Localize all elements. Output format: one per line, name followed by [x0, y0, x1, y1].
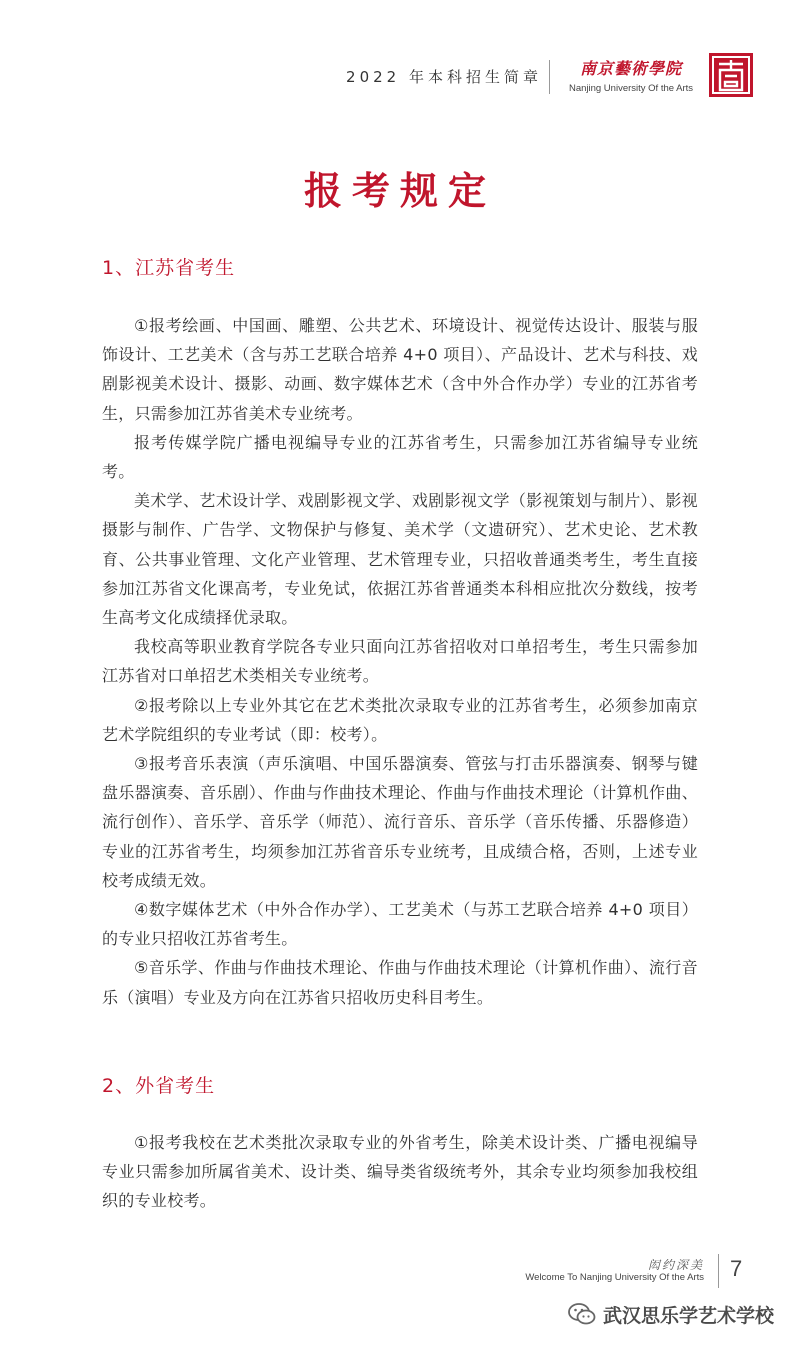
page-title: 报考规定: [303, 168, 496, 213]
welcome-line: Welcome To Nanjing University Of the Arts: [525, 1272, 704, 1283]
paragraph: ①报考绘画、中国画、雕塑、公共艺术、环境设计、视觉传达设计、服装与服饰设计、工艺美术（含与苏工艺联合培养 4+0 项目）、产品设计、艺术与科技、戏剧影视美术设计、摄影、动画、数字媒体艺术（含中外合作办学）专业的江苏省考生，只需参加江苏省美术专业统考。: [102, 316, 698, 423]
section-body-jiangsu: [102, 311, 698, 1012]
footer-divider: [718, 1254, 719, 1288]
watermark: [567, 1296, 774, 1332]
paragraph: ③报考音乐表演（声乐演唱、中国乐器演奏、管弦与打击乐器演奏、钢琴与键盘乐器演奏、音乐剧）、作曲与作曲技术理论、作曲与作曲技术理论（计算机作曲、流行创作）、音乐学、音乐学（师范）、流行音乐、音乐学（音乐传播、乐器修造）专业的江苏省考生，均须参加江苏省音乐专业统考，且成绩合格，否则，上述专业校考成绩无效。: [102, 754, 698, 890]
brochure-title: 2022 年本科招生简章: [346, 68, 542, 86]
section-heading-jiangsu: 1、江苏省考生: [102, 257, 236, 279]
section-heading-other-provinces: 2、外省考生: [102, 1075, 216, 1097]
school-name-cn: 南京藝術學院: [579, 59, 682, 78]
paragraph: ⑤音乐学、作曲与作曲技术理论、作曲与作曲技术理论（计算机作曲）、流行音乐（演唱）专业及方向在江苏省只招收历史科目考生。: [102, 958, 698, 1007]
paragraph: ④数字媒体艺术（中外合作办学）、工艺美术（与苏工艺联合培养 4+0 项目）的专业只招收江苏省考生。: [102, 900, 698, 949]
paragraph: ②报考除以上专业外其它在艺术类批次录取专业的江苏省考生，必须参加南京艺术学院组织的专业考试（即：校考）。: [102, 695, 698, 744]
wechat-icon: [567, 1301, 597, 1327]
school-seal-logo: [708, 52, 754, 98]
school-motto: 闳约深美: [647, 1258, 704, 1272]
page-number: 7: [730, 1256, 743, 1281]
page-footer: [0, 1254, 800, 1294]
watermark-text: 武汉思乐学艺术学校: [602, 1304, 774, 1327]
school-name-en: Nanjing University Of the Arts: [568, 83, 694, 94]
section-body-other-provinces: [102, 1128, 698, 1216]
paragraph: 美术学、艺术设计学、戏剧影视文学、戏剧影视文学（影视策划与制片）、影视摄影与制作、广告学、文物保护与修复、美术学（文遗研究）、艺术史论、艺术教育、公共事业管理、文化产业管理、艺术管理专业，只招收普通类考生，考生直接参加江苏省文化课高考，专业免试，依据江苏省普通类本科相应批次分数线，按考生高考文化成绩择优录取。: [102, 491, 698, 628]
page-header: [0, 52, 800, 98]
header-divider: [549, 60, 550, 94]
paragraph: 报考传媒学院广播电视编导专业的江苏省考生，只需参加江苏省编导专业统考。: [102, 432, 698, 482]
school-name: [556, 56, 706, 94]
paragraph: ①报考我校在艺术类批次录取专业的外省考生，除美术设计类、广播电视编导专业只需参加所属省美术、设计类、编导类省级统考外，其余专业均须参加我校组织的专业校考。: [102, 1133, 698, 1211]
paragraph: 我校高等职业教育学院各专业只面向江苏省招收对口单招考生，考生只需参加江苏省对口单招艺术类相关专业统考。: [102, 637, 698, 686]
